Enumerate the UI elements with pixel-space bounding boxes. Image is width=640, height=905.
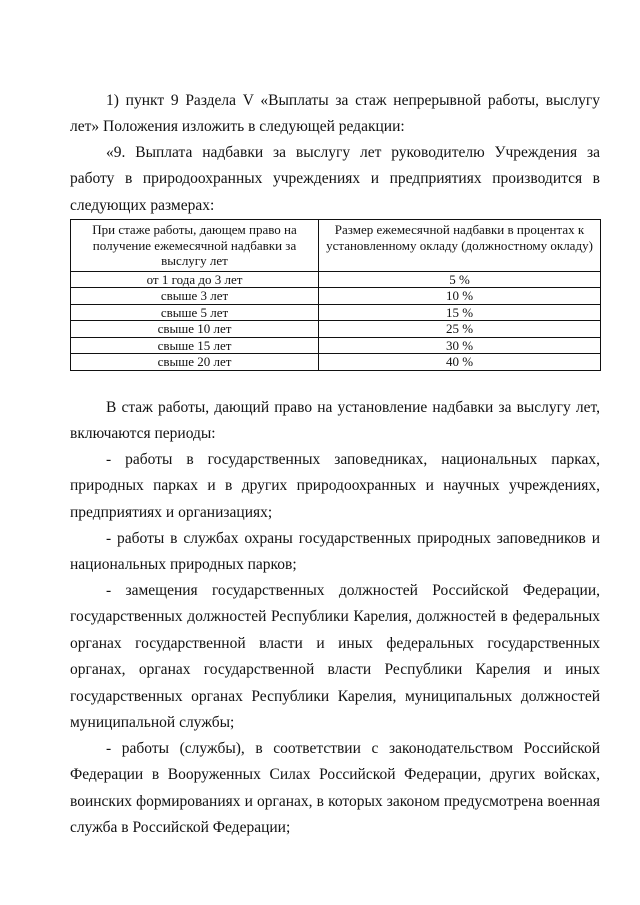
table-row [71, 321, 601, 338]
bonus-table [70, 219, 601, 371]
table-header-cell: Размер ежемесячной надбавки в процентах к установленному окладу (должностному окладу) [319, 220, 601, 272]
table-header-row [71, 220, 601, 272]
table-cell: 5 % [319, 271, 601, 288]
table-row [71, 288, 601, 305]
table-cell: свыше 5 лет [71, 304, 319, 321]
period-item: - работы в службах охраны государственных природных заповедников и национальных природных парков; [70, 530, 600, 574]
table-cell: свыше 20 лет [71, 354, 319, 371]
table-cell: свыше 10 лет [71, 321, 319, 338]
intro-paragraph-1: 1) пункт 9 Раздела V «Выплаты за стаж непрерывной работы, выслугу лет» Положения изложить в следующей редакции: [70, 92, 600, 136]
table-row [71, 337, 601, 354]
period-item: - работы в государственных заповедниках, национальных парках, природных парках и в других природоохранных и научных учреждениях, предприятиях и организациях; [70, 451, 600, 521]
table-row [71, 354, 601, 371]
table-row [71, 304, 601, 321]
intro-paragraph-2: «9. Выплата надбавки за выслугу лет руководителю Учреждения за работу в природоохранных учреждениях и предприятиях производится в следующих размерах: [70, 144, 600, 214]
table-header-cell: При стаже работы, дающем право на получение ежемесячной надбавки за выслугу лет [71, 220, 319, 272]
table-cell: 15 % [319, 304, 601, 321]
table-cell: от 1 года до 3 лет [71, 271, 319, 288]
table-cell: 10 % [319, 288, 601, 305]
period-item: - работы (службы), в соответствии с законодательством Российской Федерации в Вооруженных Силах Российской Федерации, других войсках, воинских формированиях и органах, в которых законом предусмотрена военная служба в Российской Федерации; [70, 740, 600, 837]
table-cell: 40 % [319, 354, 601, 371]
table-cell: 30 % [319, 337, 601, 354]
table-row [71, 271, 601, 288]
periods-intro-paragraph: В стаж работы, дающий право на установление надбавки за выслугу лет, включаются периоды: [70, 399, 600, 443]
period-item: - замещения государственных должностей Российской Федерации, государственных должностей Республики Карелия, должностей в федеральных органах государственной власти и иных федеральных государственных органах, органах государственной власти Республики Карелия и иных государственных органах Республики Карелия, муниципальных должностей муниципальной службы; [70, 582, 600, 732]
table-cell: свыше 15 лет [71, 337, 319, 354]
table-cell: свыше 3 лет [71, 288, 319, 305]
table-cell: 25 % [319, 321, 601, 338]
